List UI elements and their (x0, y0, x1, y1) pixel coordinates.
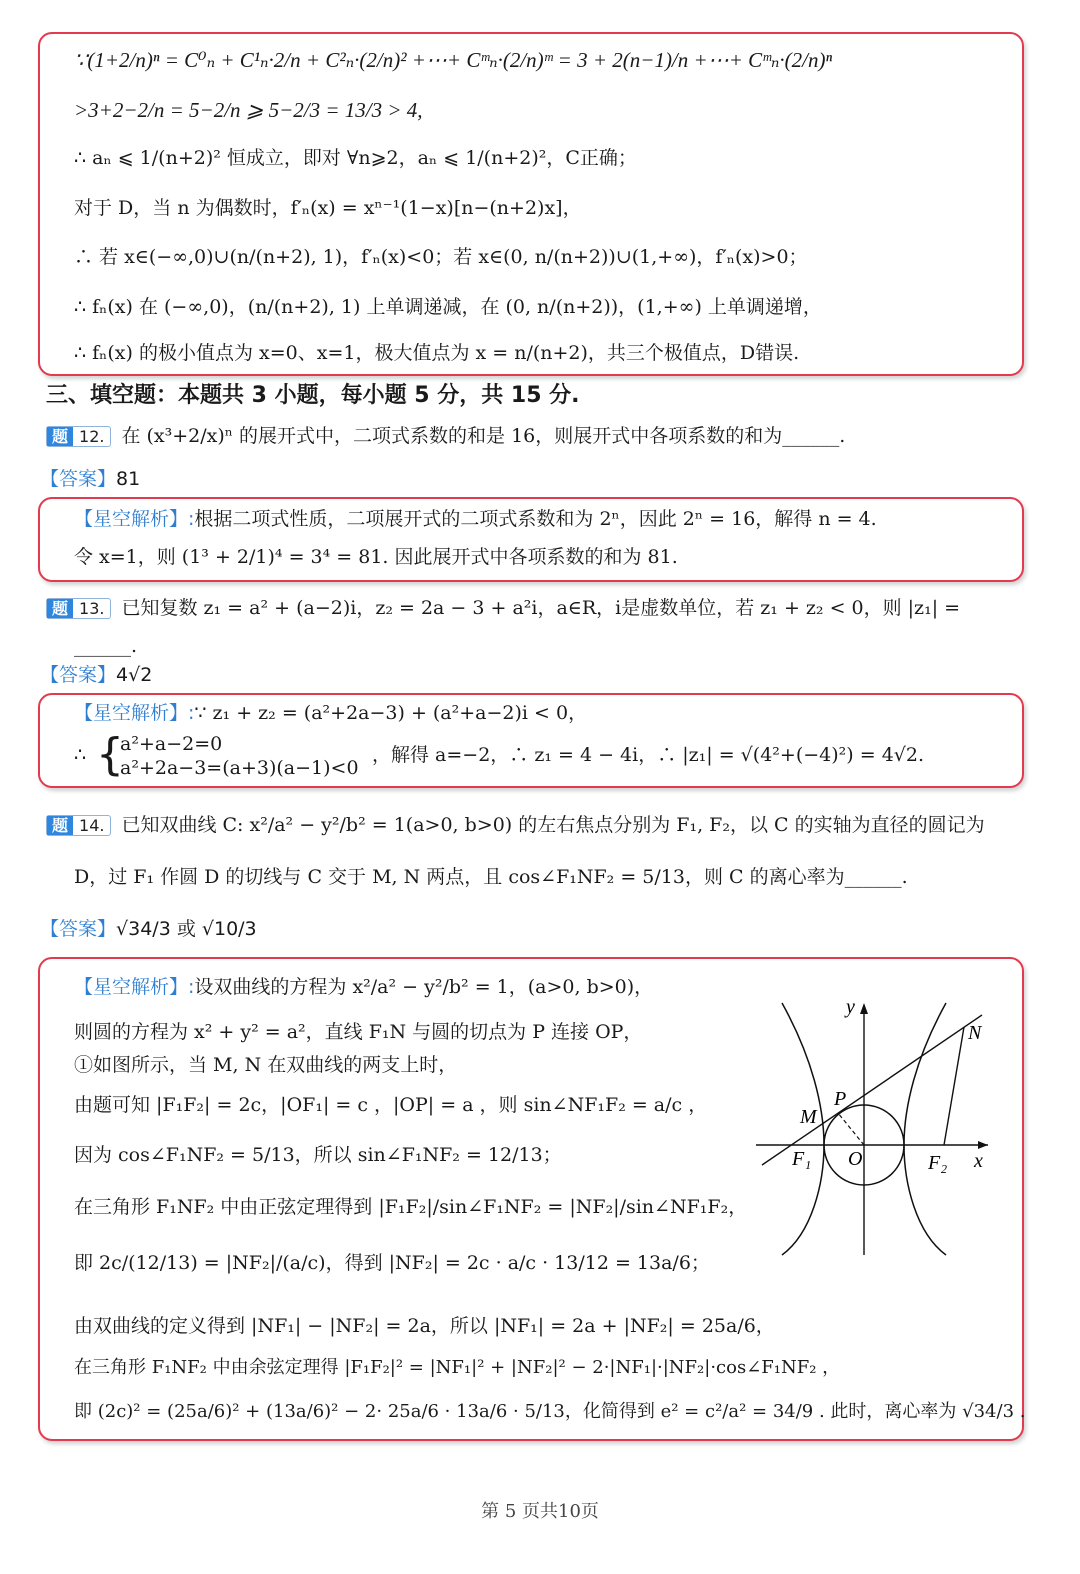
analysis-14-line-4: 由题可知 |F₁F₂| = 2c，|OF₁| = c ，|OP| = a ，则 sin∠NF₁F₂ = a/c ， (74, 1094, 708, 1116)
solution-line-6: ∴ fₙ(x) 在 (−∞,0)，(n/(n+2), 1) 上单调递减，在 (0, n/(n+2))，(1,+∞) 上单调递增， (74, 296, 822, 318)
analysis-box-12 (38, 497, 1024, 582)
analysis-14-line-3: ①如图所示，当 M, N 在双曲线的两支上时， (74, 1054, 458, 1076)
x-axis-arrow (978, 1141, 988, 1149)
hyperbola-right-branch (904, 1003, 946, 1255)
label-f2: F₂ (928, 1152, 948, 1174)
section-title: 三、填空题：本题共 3 小题，每小题 5 分，共 15 分. (46, 383, 580, 408)
label-o: O (848, 1148, 863, 1170)
analysis-14-line-7: 即 2c/(12/13) = |NF₂|/(a/c)，得到 |NF₂| = 2c · a/c · 13/12 = 13a/6； (74, 1252, 710, 1274)
question-12 (46, 425, 845, 448)
analysis-box-13: 【星空解析】:∵ z₁ + z₂ = (a²+2a−3) + (a²+a−2)i < 0， ∴ { a²+a−2=0 a²+2a−3=(a+3)(a−1)<0 ，解得 a=−2，∴ z₁ = 4 − 4i，∴ |z₁| = √(4²+(−4)²) = 4√2. (38, 693, 1024, 788)
label-f1: F₁ (792, 1148, 812, 1170)
answer-13-value: 4√2 (116, 664, 153, 686)
analysis-box-14 (38, 957, 1024, 1441)
analysis-14-line-5: 因为 cos∠F₁NF₂ = 5/13，所以 sin∠F₁NF₂ = 12/13； (74, 1144, 562, 1166)
hyperbola-figure (752, 997, 992, 1257)
label-n: N (968, 1022, 982, 1044)
solution-line-7: ∴ fₙ(x) 的极小值点为 x=0、x=1，极大值点为 x = n/(n+2)，共三个极值点，D错误. (74, 342, 800, 364)
question-12-text: 在 (x³+2/x)ⁿ 的展开式中，二项式系数的和是 16，则展开式中各项系数的和为______. (121, 425, 846, 447)
hyperbola-left-branch (782, 1003, 824, 1255)
label-y: y (846, 997, 855, 1018)
analysis-14-line-8: 由双曲线的定义得到 |NF₁| − |NF₂| = 2a，所以 |NF₁| = 2a + |NF₂| = 25a/6， (74, 1315, 775, 1337)
solution-line-4: 对于 D，当 n 为偶数时，f′ₙ(x) = xⁿ⁻¹(1−x)[n−(n+2)x]， (74, 197, 582, 219)
analysis-14-line-9: 在三角形 F₁NF₂ 中由余弦定理得 |F₁F₂|² = |NF₁|² + |NF₂|² − 2·|NF₁|·|NF₂|·cos∠F₁NF₂ ， (74, 1357, 841, 1378)
answer-14: 【答案】√34/3 或 √10/3 (40, 918, 257, 940)
question-number-badge: 题 13. (46, 598, 111, 619)
system-eq-2: a²+2a−3=(a+3)(a−1)<0 (120, 757, 359, 779)
analysis-13-line-1: 【星空解析】:∵ z₁ + z₂ = (a²+2a−3) + (a²+a−2)i < 0， (74, 702, 588, 724)
question-number-badge: 题 14. (46, 815, 111, 836)
y-axis-arrow (860, 1003, 868, 1014)
analysis-14-line-6: 在三角形 F₁NF₂ 中由正弦定理得到 |F₁F₂|/sin∠F₁NF₂ = |NF₂|/sin∠NF₁F₂， (74, 1196, 748, 1218)
segment-op (838, 1113, 864, 1145)
answer-12: 【答案】81 (40, 468, 141, 490)
analysis-14-line-10: 即 (2c)² = (25a/6)² + (13a/6)² − 2· 25a/6 · 13a/6 · 5/13，化简得到 e² = c²/a² = 34/9 . 此时，离心率为 √34/3 . (74, 1401, 1026, 1422)
solution-line-3: ∴ aₙ ⩽ 1/(n+2)² 恒成立，即对 ∀n⩾2，aₙ ⩽ 1/(n+2)²，C正确； (74, 147, 637, 169)
question-13-blank: ______. (74, 635, 138, 657)
question-14 (46, 814, 985, 837)
label-m: M (800, 1106, 817, 1128)
label-p: P (834, 1088, 847, 1110)
solution-line-5: ∴ 若 x∈(−∞,0)∪(n/(n+2), 1)，f′ₙ(x)<0；若 x∈(0, n/(n+2))∪(1,+∞)，f′ₙ(x)>0； (74, 246, 808, 268)
answer-14-value: √34/3 或 √10/3 (116, 918, 257, 940)
system-eq-1: a²+a−2=0 (120, 733, 223, 755)
solution-line-1: ∵(1+2/n)ⁿ = C⁰ₙ + C¹ₙ·2/n + C²ₙ·(2/n)² +⋯+ Cᵐₙ·(2/n)ᵐ = 3 + 2(n−1)/n +⋯+ Cᵐₙ·(2/n)ⁿ (74, 48, 833, 72)
analysis-12-line-2: 令 x=1，则 (1³ + 2/1)⁴ = 3⁴ = 81. 因此展开式中各项系数的和为 81. (74, 546, 678, 568)
question-13 (46, 597, 960, 620)
question-13-text: 已知复数 z₁ = a² + (a−2)i，z₂ = 2a − 3 + a²i，a∈R，i是虚数单位，若 z₁ + z₂ < 0，则 |z₁| = (121, 597, 961, 619)
answer-12-value: 81 (116, 468, 141, 490)
system-result: ，解得 a=−2，∴ z₁ = 4 − 4i，∴ |z₁| = √(4²+(−4)²) = 4√2. (372, 744, 925, 766)
solution-line-2: >3+2−2/n = 5−2/n ⩾ 5−2/3 = 13/3 > 4, (74, 98, 423, 122)
analysis-12-line-1: 【星空解析】:根据二项式性质，二项展开式的二项式系数和为 2ⁿ，因此 2ⁿ = 16，解得 n = 4. (74, 508, 877, 530)
segment-nf2 (944, 1027, 964, 1145)
analysis-14-line-2: 则圆的方程为 x² + y² = a²，直线 F₁N 与圆的切点为 P 连接 OP， (74, 1021, 643, 1043)
label-x: x (974, 1150, 983, 1172)
question-number-badge: 题 12. (46, 426, 111, 447)
page-footer: 第 5 页共10页 (481, 1501, 599, 1522)
solution-box-part1 (38, 32, 1024, 376)
question-14-line2: D，过 F₁ 作圆 D 的切线与 C 交于 M, N 两点，且 cos∠F₁NF₂ = 5/13，则 C 的离心率为______. (74, 866, 908, 888)
question-14-text: 已知双曲线 C: x²/a² − y²/b² = 1(a>0, b>0) 的左右焦点分别为 F₁, F₂，以 C 的实轴为直径的圆记为 (121, 814, 985, 836)
answer-13: 【答案】4√2 (40, 664, 153, 686)
analysis-14-line-1: 【星空解析】:设双曲线的方程为 x²/a² − y²/b² = 1，(a>0, b>0)， (74, 976, 654, 998)
tangent-line-f1n (762, 1015, 982, 1165)
